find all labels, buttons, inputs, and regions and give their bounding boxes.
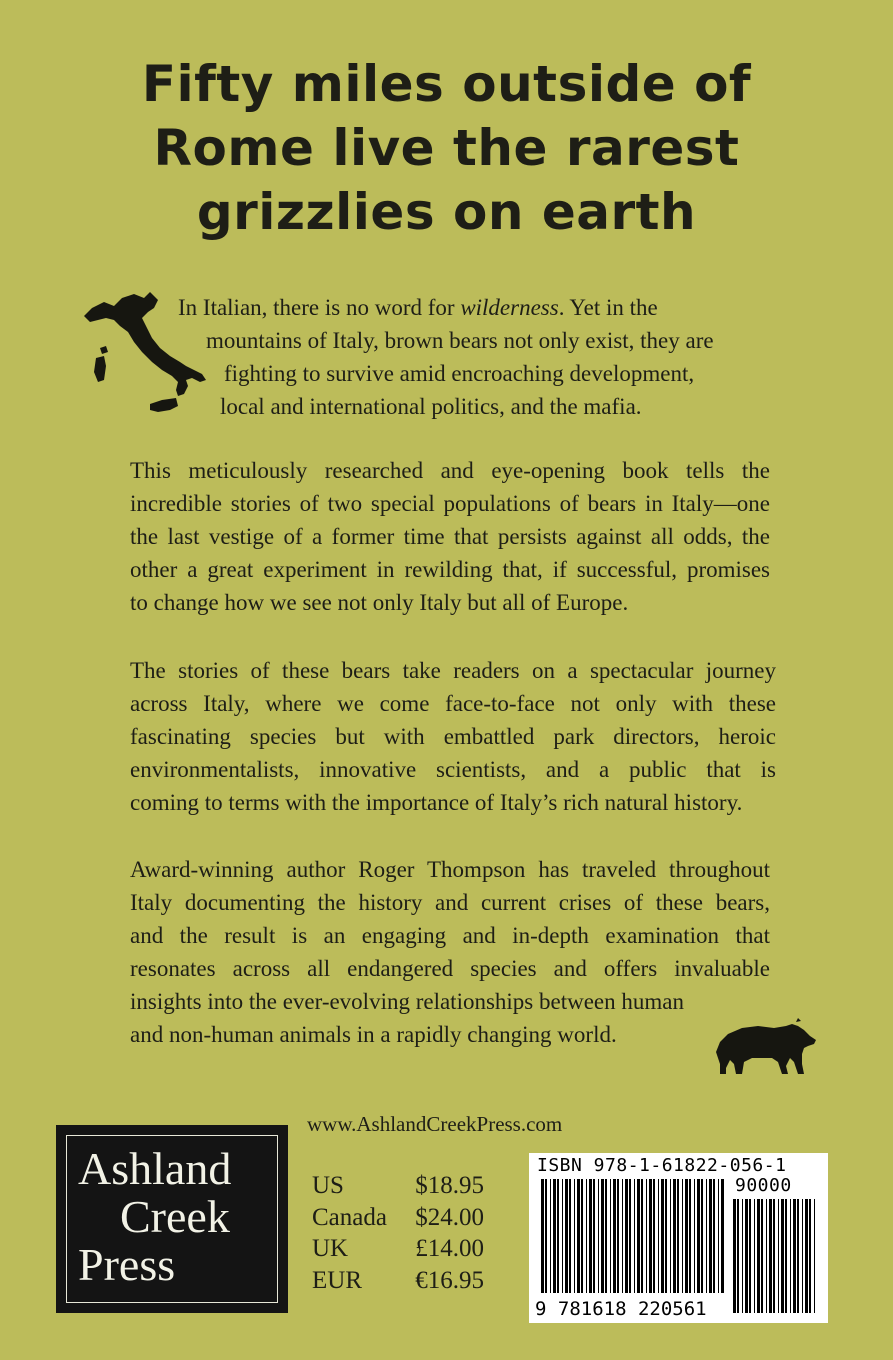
paragraph-2-line: This meticulously researched and eye-opening book tells the [130,458,770,483]
barcode-bar [541,1179,544,1293]
price-row [312,1265,484,1297]
intro-line-4: local and international politics, and the mafia. [220,394,642,419]
isbn-label: ISBN 978-1-61822-056-1 [537,1155,787,1176]
paragraph-4-line: and the result is an engaging and in-depth examination that [130,923,770,948]
barcode-bar [809,1199,811,1313]
barcode-bar [745,1199,748,1313]
paragraph-2-line: incredible stories of two special populations of bears in Italy—one [130,491,770,516]
barcode-bar [694,1179,695,1293]
price-region: US [312,1172,344,1199]
barcode-bar [802,1199,803,1313]
price-addon: 90000 [735,1175,792,1196]
barcode-bar [737,1199,739,1313]
barcode-bar [790,1199,791,1313]
barcode-bar [577,1179,580,1293]
logo-line-1: Ashland [78,1143,232,1194]
barcode-bar [637,1179,640,1293]
barcode-bar [557,1179,559,1293]
bear-icon [712,1012,818,1078]
price-region: UK [312,1235,349,1262]
paragraph-3-line: environmentalists, innovative scientists, and a public that is [130,757,776,782]
barcode-bar [673,1179,676,1293]
barcode-bar [598,1179,599,1293]
barcode-bar [586,1179,587,1293]
barcode-bar [646,1179,647,1293]
ean-digits: 9 781618 220561 [535,1298,707,1320]
intro-line-1-start: In Italian, there is no word for [178,295,461,320]
barcode-bar [665,1179,667,1293]
intro-line-2: mountains of Italy, brown bears not only exist, they are [206,328,714,353]
paragraph-2-line: the last vestige of a former time that persists against all odds, the [130,524,770,549]
paragraph-4-line: resonates across all endangered species and offers invaluable [130,956,770,981]
price-value: $24.00 [415,1203,484,1231]
barcode-bar [709,1179,712,1293]
intro-italic-word: wilderness [460,295,559,320]
barcode-bar [641,1179,643,1293]
price-value: $18.95 [415,1172,484,1199]
barcode-bar [797,1199,799,1313]
paragraph-3-line: across Italy, where we come face-to-face not only with these [130,691,776,716]
barcode-bar [718,1179,719,1293]
barcode-bar [773,1199,775,1313]
barcode-bar [670,1179,671,1293]
barcode-bar [550,1179,551,1293]
paragraph-2-line: to change how we see not only Italy but all of Europe. [130,590,629,615]
barcode-bar [749,1199,751,1313]
barcode-bar [761,1199,763,1313]
paragraph-3-line: fascinating species but with embattled park directors, heroic [130,724,776,749]
barcode-bar [617,1179,619,1293]
barcode-bar [634,1179,635,1293]
isbn-barcode [529,1153,828,1323]
barcode-bar [593,1179,595,1293]
barcode-bar [766,1199,767,1313]
price-value: €16.95 [415,1266,484,1294]
barcode-bar [814,1199,815,1313]
barcode-bar [733,1199,736,1313]
barcode-bar [742,1199,743,1313]
barcode-bar [805,1199,808,1313]
logo-line-3: Press [78,1239,176,1290]
barcode-bar [589,1179,592,1293]
paragraph-3-line: coming to terms with the importance of Italy’s rich natural history. [130,790,743,815]
barcode-bar [629,1179,631,1293]
barcode-bar [649,1179,652,1293]
barcode-bar [713,1179,715,1293]
price-region: EUR [312,1266,362,1294]
barcode-bar [610,1179,611,1293]
barcode-bar [625,1179,628,1293]
barcode-bar [785,1199,787,1313]
headline-line-2: Rome live the rarest [153,119,740,177]
price-row [312,1202,484,1234]
barcode-bar [682,1179,683,1293]
barcode-bar [613,1179,616,1293]
barcode-bar [653,1179,655,1293]
logo-line-2: Creek [120,1191,230,1242]
barcode-bar [697,1179,700,1293]
barcode-bar [757,1199,760,1313]
barcode-bar [778,1199,779,1313]
paragraph-4-line: Italy documenting the history and current crises of these bears, [130,890,770,915]
paragraph-4-line: and non-human animals in a rapidly changing world. [130,1022,617,1047]
barcode-bar [661,1179,664,1293]
barcode-bar [685,1179,688,1293]
barcode-bar [622,1179,623,1293]
headline-line-1: Fifty miles outside of [141,55,752,113]
barcode-bar [677,1179,679,1293]
barcode-bar [689,1179,691,1293]
barcode-bar [769,1199,772,1313]
paragraph-4-line: Award-winning author Roger Thompson has traveled throughout [130,857,770,882]
intro-line-3: fighting to survive amid encroaching development, [224,361,695,386]
paragraph-2-line: other a great experiment in rewilding that, if successful, promises [130,557,770,582]
barcode-bar [569,1179,571,1293]
barcode-bar [601,1179,604,1293]
barcode-bar [553,1179,556,1293]
paragraph-4-line: insights into the ever-evolving relationships between human [130,989,684,1014]
barcode-bar [581,1179,583,1293]
barcode-bar [605,1179,607,1293]
paragraph-2 [130,454,770,619]
price-row [312,1233,484,1265]
publisher-logo [56,1125,288,1313]
headline-line-3: grizzlies on earth [196,183,697,241]
barcode-bar [565,1179,568,1293]
paragraph-4 [130,853,770,1051]
price-row [312,1170,484,1202]
barcode-bar [793,1199,796,1313]
barcode-bar [701,1179,703,1293]
paragraph-3-line: The stories of these bears take readers on a spectacular journey [130,658,776,683]
barcode-bar [658,1179,659,1293]
barcode-bar [574,1179,575,1293]
intro-paragraph [178,291,772,423]
headline [90,52,803,244]
barcode-bar [721,1179,724,1293]
website-link[interactable]: www.AshlandCreekPress.com [307,1112,563,1136]
intro-line-1-end: . Yet in the [558,295,658,320]
barcode-bar [781,1199,784,1313]
price-value: £14.00 [415,1235,484,1262]
price-list [312,1170,484,1296]
barcode-bar [562,1179,563,1293]
barcode-bar [545,1179,547,1293]
paragraph-3 [130,654,776,819]
barcode-bar [754,1199,755,1313]
price-region: Canada [312,1203,387,1231]
barcode-bar [706,1179,707,1293]
